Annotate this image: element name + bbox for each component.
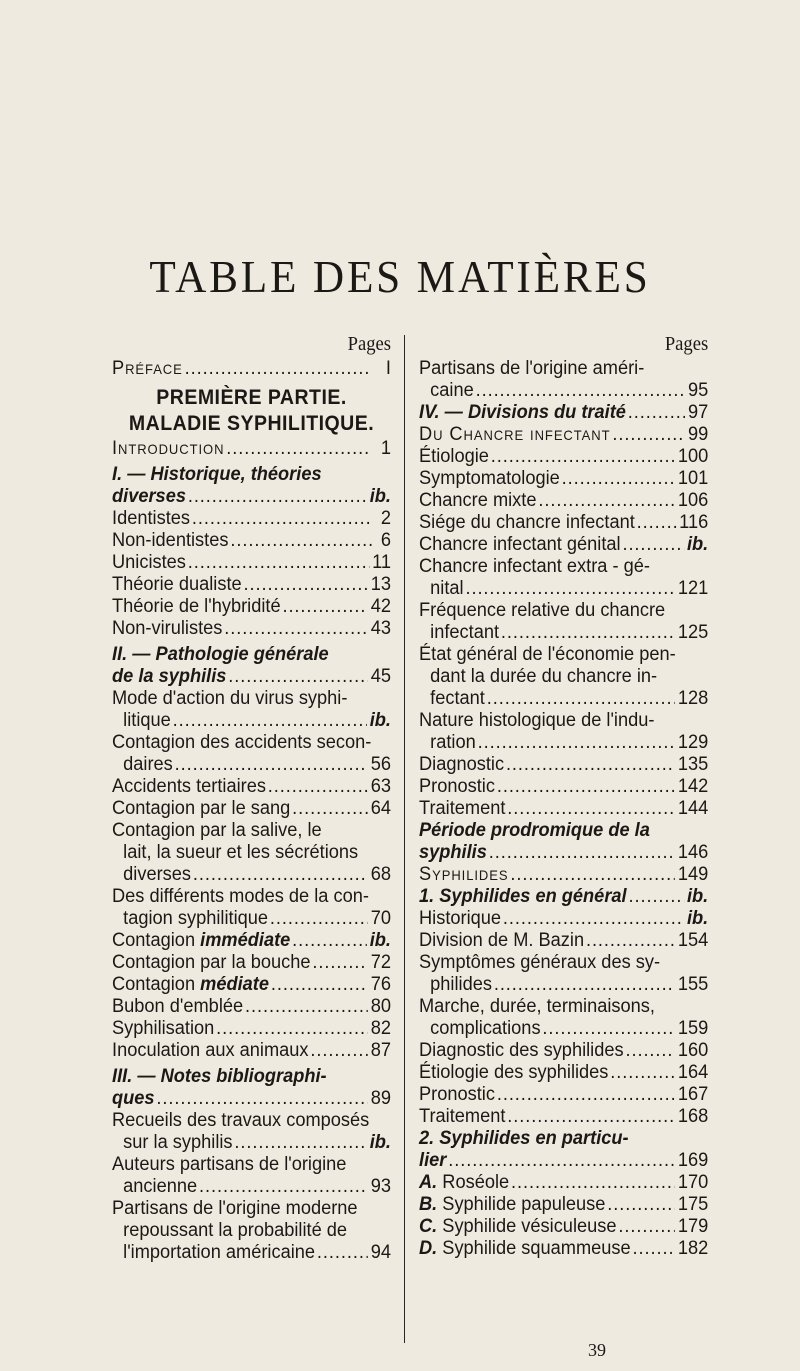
dot-leader xyxy=(478,731,675,753)
dot-leader xyxy=(618,1215,675,1237)
dot-leader xyxy=(188,485,367,507)
toc-entry[interactable]: Contagion des accidents secon- daires ..... 56 xyxy=(112,731,391,775)
dot-leader xyxy=(612,423,685,445)
dot-leader xyxy=(562,467,675,489)
toc-section-historique[interactable]: I. — Historique, théories diverses ..... ib. xyxy=(112,463,391,507)
dot-leader xyxy=(234,1131,367,1153)
toc-entry-preface[interactable]: Préface ..... I xyxy=(112,357,391,379)
toc-right-column xyxy=(419,333,708,1259)
dot-leader xyxy=(538,489,675,511)
dot-leader xyxy=(448,1149,675,1171)
toc-entry[interactable]: D. Syphilide squammeuse ..... 182 xyxy=(419,1237,708,1259)
dot-leader xyxy=(465,577,675,599)
dot-leader xyxy=(506,753,675,775)
toc-entry[interactable]: Symptômes généraux des sy- philides ..... 155 xyxy=(419,951,708,995)
toc-section-syphilides-particulier[interactable]: 2. Syphilides en particu- lier ..... 169 xyxy=(419,1127,708,1171)
toc-entry[interactable]: Diagnostic des syphilides ..... 160 xyxy=(419,1039,708,1061)
dot-leader xyxy=(633,1237,675,1259)
dot-leader xyxy=(173,709,367,731)
dot-leader xyxy=(230,529,371,551)
dot-leader xyxy=(156,1087,368,1109)
dot-leader xyxy=(185,357,372,379)
toc-entry[interactable]: Unicistes ..... 11 xyxy=(112,551,391,573)
dot-leader xyxy=(491,445,675,467)
toc-entry[interactable]: Contagion médiate ..... 76 xyxy=(112,973,391,995)
toc-entry[interactable]: Marche, durée, terminaisons, complications ..... 159 xyxy=(419,995,708,1039)
dot-leader xyxy=(216,1017,368,1039)
toc-entry[interactable]: Contagion par la salive, le lait, la sueur et les sécrétions diverses ..... 68 xyxy=(112,819,391,885)
dot-leader xyxy=(199,1175,368,1197)
toc-entry[interactable]: Étiologie des syphilides ..... 164 xyxy=(419,1061,708,1083)
toc-entry[interactable]: Contagion immédiate ..... ib. xyxy=(112,929,391,951)
toc-entry[interactable]: Symptomatologie ..... 101 xyxy=(419,467,708,489)
dot-leader xyxy=(282,595,367,617)
column-divider xyxy=(404,335,405,1343)
dot-leader xyxy=(476,379,686,401)
toc-section-pathologie[interactable]: II. — Pathologie générale de la syphilis ..... 45 xyxy=(112,643,391,687)
dot-leader xyxy=(268,775,368,797)
toc-section-syphilides-general[interactable]: 1. Syphilides en général ..... ib. xyxy=(419,885,708,907)
dot-leader xyxy=(226,437,371,459)
dot-leader xyxy=(245,995,368,1017)
toc-entry[interactable]: Traitement ..... 144 xyxy=(419,797,708,819)
toc-entry[interactable]: Étiologie ..... 100 xyxy=(419,445,708,467)
dot-leader xyxy=(310,1039,368,1061)
toc-entry[interactable]: Non-virulistes ..... 43 xyxy=(112,617,391,639)
toc-entry[interactable]: Nature histologique de l'indu- ration ..... 129 xyxy=(419,709,708,753)
dot-leader xyxy=(586,929,675,951)
dot-leader xyxy=(244,573,368,595)
dot-leader xyxy=(175,753,368,775)
dot-leader xyxy=(628,885,684,907)
toc-section-syphilides[interactable]: Syphilides ..... 149 xyxy=(419,863,708,885)
dot-leader xyxy=(503,907,684,929)
dot-leader xyxy=(511,1171,675,1193)
dot-leader xyxy=(497,1083,675,1105)
dot-leader xyxy=(270,907,368,929)
toc-entry[interactable]: Identistes ..... 2 xyxy=(112,507,391,529)
dot-leader xyxy=(487,687,675,709)
dot-leader xyxy=(192,507,372,529)
toc-entry[interactable]: Inoculation aux animaux ..... 87 xyxy=(112,1039,391,1061)
dot-leader xyxy=(637,511,677,533)
toc-section-chancre[interactable]: Du Chancre infectant ..... 99 xyxy=(419,423,708,445)
toc-entry[interactable]: État général de l'économie pen- dant la durée du chancre in- fectant ..... 128 xyxy=(419,643,708,709)
toc-entry[interactable]: Division de M. Bazin ..... 154 xyxy=(419,929,708,951)
part-subheading: MALADIE SYPHILITIQUE. xyxy=(128,412,375,435)
dot-leader xyxy=(610,1061,675,1083)
toc-entry[interactable]: Contagion par le sang ..... 64 xyxy=(112,797,391,819)
dot-leader xyxy=(628,401,685,423)
dot-leader xyxy=(489,841,675,863)
toc-entry-introduction[interactable]: Introduction ..... 1 xyxy=(112,437,391,459)
toc-entry[interactable]: Théorie dualiste ..... 13 xyxy=(112,573,391,595)
dot-leader xyxy=(510,863,675,885)
toc-entry[interactable]: Siége du chancre infectant ..... 116 xyxy=(419,511,708,533)
toc-left-column xyxy=(112,333,391,1263)
dot-leader xyxy=(292,797,368,819)
dot-leader xyxy=(625,1039,675,1061)
dot-leader xyxy=(224,617,368,639)
toc-entry[interactable]: Bubon d'emblée ..... 80 xyxy=(112,995,391,1017)
dot-leader xyxy=(501,621,675,643)
toc-section-divisions[interactable]: IV. — Divisions du traité ..... 97 xyxy=(419,401,708,423)
toc-entry[interactable]: Partisans de l'origine moderne repoussant la probabilité de l'importation américaine ..... 94 xyxy=(112,1197,391,1263)
toc-entry[interactable]: Chancre infectant extra - gé- nital ..... 121 xyxy=(419,555,708,599)
toc-entry[interactable]: Pronostic ..... 142 xyxy=(419,775,708,797)
dot-leader xyxy=(312,951,368,973)
dot-leader xyxy=(271,973,368,995)
toc-entry[interactable]: Fréquence relative du chancre infectant ..... 125 xyxy=(419,599,708,643)
dot-leader xyxy=(507,797,675,819)
toc-entry[interactable]: Des différents modes de la con- tagion syphilitique ..... 70 xyxy=(112,885,391,929)
toc-entry[interactable]: B. Syphilide papuleuse ..... 175 xyxy=(419,1193,708,1215)
toc-entry[interactable]: A. Roséole ..... 170 xyxy=(419,1171,708,1193)
toc-entry[interactable]: Historique ..... ib. xyxy=(419,907,708,929)
dot-leader xyxy=(188,551,369,573)
toc-entry[interactable]: Non-identistes ..... 6 xyxy=(112,529,391,551)
dot-leader xyxy=(622,533,684,555)
dot-leader xyxy=(193,863,368,885)
toc-entry[interactable]: C. Syphilide vésiculeuse ..... 179 xyxy=(419,1215,708,1237)
page-number: 39 xyxy=(588,1340,606,1360)
toc-section-periode[interactable]: Période prodromique de la syphilis ..... 146 xyxy=(419,819,708,863)
toc-entry[interactable]: Recueils des travaux composés sur la syphilis ..... ib. xyxy=(112,1109,391,1153)
dot-leader xyxy=(497,775,675,797)
toc-entry[interactable]: Mode d'action du virus syphi- litique ..... ib. xyxy=(112,687,391,731)
dot-leader xyxy=(317,1241,368,1263)
pages-header: Pages xyxy=(664,333,709,355)
toc-entry[interactable]: Partisans de l'origine améri- caine ..... 95 xyxy=(419,357,708,401)
toc-entry[interactable]: Chancre infectant génital ..... ib. xyxy=(419,533,708,555)
toc-entry[interactable]: Théorie de l'hybridité ..... 42 xyxy=(112,595,391,617)
toc-entry[interactable]: Traitement ..... 168 xyxy=(419,1105,708,1127)
dot-leader xyxy=(228,665,368,687)
toc-entry[interactable]: Pronostic ..... 167 xyxy=(419,1083,708,1105)
page-title: TABLE DES MATIÈRES xyxy=(149,251,651,302)
pages-header: Pages xyxy=(347,333,391,355)
toc-entry[interactable]: Chancre mixte ..... 106 xyxy=(419,489,708,511)
dot-leader xyxy=(542,1017,675,1039)
toc-entry[interactable]: Auteurs partisans de l'origine ancienne ..... 93 xyxy=(112,1153,391,1197)
toc-entry[interactable]: Contagion par la bouche ..... 72 xyxy=(112,951,391,973)
dot-leader xyxy=(494,973,675,995)
part-heading: PREMIÈRE PARTIE. xyxy=(156,386,347,409)
toc-entry[interactable]: Diagnostic ..... 135 xyxy=(419,753,708,775)
dot-leader xyxy=(292,929,367,951)
dot-leader xyxy=(507,1105,675,1127)
toc-section-notes[interactable]: III. — Notes bibliographi- ques ..... 89 xyxy=(112,1065,391,1109)
toc-entry[interactable]: Accidents tertiaires ..... 63 xyxy=(112,775,391,797)
toc-entry[interactable]: Syphilisation ..... 82 xyxy=(112,1017,391,1039)
dot-leader xyxy=(607,1193,675,1215)
